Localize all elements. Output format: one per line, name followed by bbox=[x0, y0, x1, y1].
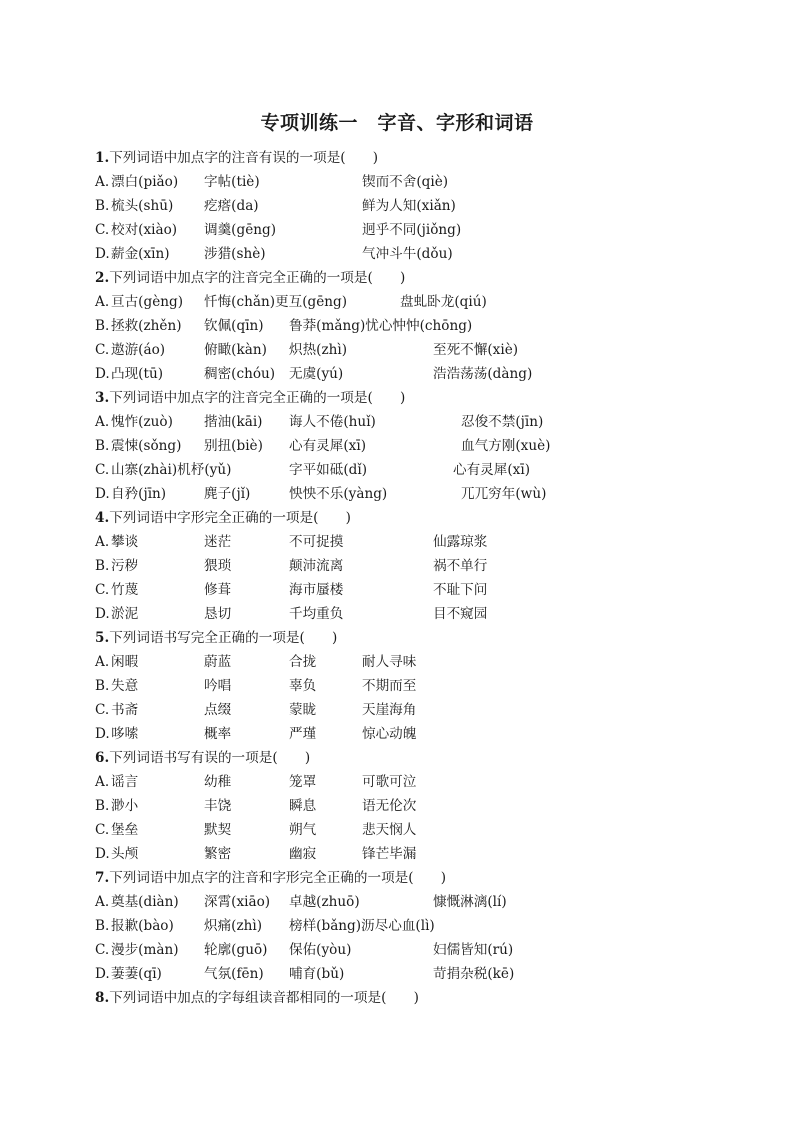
option-row bbox=[95, 602, 755, 626]
option-row bbox=[95, 482, 755, 506]
option-item: 语无伦次 bbox=[362, 798, 417, 814]
option-label: D. bbox=[95, 846, 110, 862]
option-item: 朔气 bbox=[289, 822, 317, 838]
option-row bbox=[95, 794, 755, 818]
question-stem: 下列词语书写完全正确的一项是( ) bbox=[109, 630, 338, 646]
option-label: D. bbox=[95, 246, 110, 262]
option-row bbox=[95, 218, 755, 242]
option-item: 可歌可泣 bbox=[362, 774, 417, 790]
option-item: 污秽 bbox=[111, 558, 139, 574]
question-number: 6. bbox=[95, 750, 110, 766]
option-row bbox=[95, 362, 755, 386]
option-item: 蔚蓝 bbox=[204, 654, 232, 670]
option-item: 怏怏不乐(yàng) bbox=[289, 486, 388, 502]
option-label: D. bbox=[95, 486, 110, 502]
option-item: 自矜(jīn) bbox=[111, 486, 167, 502]
option-item: 梳头(shū) bbox=[111, 198, 174, 214]
option-item: 颠沛流离 bbox=[289, 558, 344, 574]
option-label: A. bbox=[95, 174, 110, 190]
option-label: C. bbox=[95, 702, 110, 718]
option-item: 恳切 bbox=[204, 606, 232, 622]
option-row bbox=[95, 842, 755, 866]
option-row bbox=[95, 338, 755, 362]
exercise-content bbox=[95, 146, 755, 1010]
option-label: C. bbox=[95, 462, 110, 478]
option-row bbox=[95, 578, 755, 602]
question-number: 1. bbox=[95, 150, 110, 166]
option-item: 炽热(zhì) bbox=[289, 342, 348, 358]
option-item: 哆嗦 bbox=[111, 726, 139, 742]
option-item: 谣言 bbox=[111, 774, 139, 790]
option-label: B. bbox=[95, 438, 110, 454]
option-label: C. bbox=[95, 942, 110, 958]
option-item: 天崖海角 bbox=[362, 702, 417, 718]
question-stem: 下列词语中加点字的注音和字形完全正确的一项是( ) bbox=[109, 870, 447, 886]
option-item: 苛捐杂税(kē) bbox=[433, 966, 515, 982]
option-label: A. bbox=[95, 414, 110, 430]
option-item: 涉猎(shè) bbox=[204, 246, 266, 262]
option-row bbox=[95, 554, 755, 578]
option-row bbox=[95, 170, 755, 194]
option-label: D. bbox=[95, 726, 110, 742]
option-label: D. bbox=[95, 966, 110, 982]
option-label: B. bbox=[95, 318, 110, 334]
option-item: 严瑾 bbox=[289, 726, 317, 742]
question-stem: 下列词语中加点的字每组读音都相同的一项是( ) bbox=[109, 990, 419, 1006]
question-number: 8. bbox=[95, 990, 110, 1006]
option-item: 幼稚 bbox=[204, 774, 232, 790]
option-item: 薪金(xīn) bbox=[111, 246, 170, 262]
question-number: 4. bbox=[95, 510, 110, 526]
option-item: 锲而不舍(qiè) bbox=[362, 174, 449, 190]
option-item: 千均重负 bbox=[289, 606, 344, 622]
option-item: 幽寂 bbox=[289, 846, 317, 862]
option-row bbox=[95, 722, 755, 746]
option-item: 笼罩 bbox=[289, 774, 317, 790]
option-row bbox=[95, 962, 755, 986]
option-item: 合拢 bbox=[289, 654, 317, 670]
question-stem: 下列词语中加点字的注音完全正确的一项是( ) bbox=[109, 270, 406, 286]
option-row bbox=[95, 242, 755, 266]
option-item: 深霄(xiāo) bbox=[204, 894, 271, 910]
option-label: A. bbox=[95, 654, 110, 670]
option-row bbox=[95, 914, 755, 938]
option-label: A. bbox=[95, 294, 110, 310]
option-item: 至死不懈(xiè) bbox=[433, 342, 519, 358]
option-item: 兀兀穷年(wù) bbox=[461, 486, 547, 502]
option-item: 海市蜃楼 bbox=[289, 582, 344, 598]
option-item: 蒙眬 bbox=[289, 702, 317, 718]
question-5 bbox=[95, 626, 755, 650]
option-label: B. bbox=[95, 558, 110, 574]
option-item: 字帖(tiè) bbox=[204, 174, 260, 190]
option-item: 吟唱 bbox=[204, 678, 232, 694]
question-4 bbox=[95, 506, 755, 530]
option-label: B. bbox=[95, 798, 110, 814]
option-item: 漂白(piǎo) bbox=[111, 174, 179, 190]
option-item: 忏悔(chǎn)更互(gēng) bbox=[204, 294, 348, 310]
option-label: A. bbox=[95, 774, 110, 790]
question-2 bbox=[95, 266, 755, 290]
option-item: 目不窥园 bbox=[433, 606, 488, 622]
option-item: 忍俊不禁(jīn) bbox=[461, 414, 544, 430]
option-row bbox=[95, 314, 755, 338]
option-item: 堡垒 bbox=[111, 822, 139, 838]
option-item: 炽痛(zhì) bbox=[204, 918, 263, 934]
option-item: 瞬息 bbox=[289, 798, 317, 814]
page-title: 专项训练一 字音、字形和词语 bbox=[260, 112, 534, 134]
option-item: 无虞(yú) bbox=[289, 366, 344, 382]
option-item: 鲜为人知(xiǎn) bbox=[362, 198, 456, 214]
question-1 bbox=[95, 146, 755, 170]
option-item: 头颅 bbox=[111, 846, 139, 862]
option-row bbox=[95, 290, 755, 314]
option-item: 概率 bbox=[204, 726, 232, 742]
question-6 bbox=[95, 746, 755, 770]
option-item: 不期而至 bbox=[362, 678, 417, 694]
option-item: 气冲斗牛(dǒu) bbox=[362, 246, 453, 262]
option-item: 浩浩荡荡(dàng) bbox=[433, 366, 533, 382]
question-stem: 下列词语中加点字的注音完全正确的一项是( ) bbox=[109, 390, 406, 406]
option-item: 耐人寻味 bbox=[362, 654, 417, 670]
option-item: 揩油(kāi) bbox=[204, 414, 263, 430]
option-item: 亘古(gèng) bbox=[111, 294, 183, 310]
option-item: 闲暇 bbox=[111, 654, 139, 670]
question-3 bbox=[95, 386, 755, 410]
option-item: 保佑(yòu) bbox=[289, 942, 352, 958]
option-item: 竹蔑 bbox=[111, 582, 139, 598]
option-item: 报歉(bào) bbox=[111, 918, 174, 934]
option-item: 卓越(zhuō) bbox=[289, 894, 360, 910]
option-row bbox=[95, 890, 755, 914]
option-item: 钦佩(qīn) bbox=[204, 318, 264, 334]
option-item: 繁密 bbox=[204, 846, 232, 862]
option-item: 哺育(bǔ) bbox=[289, 966, 345, 982]
option-row bbox=[95, 434, 755, 458]
option-row bbox=[95, 410, 755, 434]
option-item: 稠密(chóu) bbox=[204, 366, 276, 382]
option-item: 字平如砥(dǐ) bbox=[289, 462, 368, 478]
option-label: B. bbox=[95, 918, 110, 934]
option-item: 淤泥 bbox=[111, 606, 139, 622]
option-row bbox=[95, 770, 755, 794]
option-item: 悲天悯人 bbox=[362, 822, 417, 838]
option-label: C. bbox=[95, 222, 110, 238]
option-item: 山寨(zhài)机杼(yǔ) bbox=[111, 462, 232, 478]
option-label: B. bbox=[95, 678, 110, 694]
option-item: 渺小 bbox=[111, 798, 139, 814]
option-item: 妇儒皆知(rú) bbox=[433, 942, 514, 958]
option-item: 辜负 bbox=[289, 678, 317, 694]
question-8 bbox=[95, 986, 755, 1010]
option-item: 麂子(jǐ) bbox=[204, 486, 251, 502]
option-item: 调羹(gēng) bbox=[204, 222, 276, 238]
option-item: 震悚(sǒng) bbox=[111, 438, 182, 454]
option-item: 愧怍(zuò) bbox=[111, 414, 173, 430]
option-item: 校对(xiào) bbox=[111, 222, 178, 238]
option-item: 凸现(tū) bbox=[111, 366, 164, 382]
option-item: 仙露琼浆 bbox=[433, 534, 488, 550]
option-row bbox=[95, 458, 755, 482]
question-number: 2. bbox=[95, 270, 110, 286]
option-item: 慷慨淋漓(lí) bbox=[433, 894, 507, 910]
option-label: B. bbox=[95, 198, 110, 214]
question-stem: 下列词语中字形完全正确的一项是( ) bbox=[109, 510, 351, 526]
option-row bbox=[95, 698, 755, 722]
option-item: 点缀 bbox=[204, 702, 232, 718]
option-row bbox=[95, 674, 755, 698]
option-row bbox=[95, 194, 755, 218]
question-number: 7. bbox=[95, 870, 110, 886]
option-item: 默契 bbox=[204, 822, 232, 838]
option-item: 心有灵犀(xī) bbox=[453, 462, 530, 478]
option-item: 疙瘩(da) bbox=[204, 198, 259, 214]
option-label: C. bbox=[95, 582, 110, 598]
option-item: 盘虬卧龙(qiú) bbox=[400, 294, 487, 310]
option-row bbox=[95, 530, 755, 554]
question-7 bbox=[95, 866, 755, 890]
option-row bbox=[95, 938, 755, 962]
option-item: 丰饶 bbox=[204, 798, 232, 814]
option-item: 迥乎不同(jiǒng) bbox=[362, 222, 462, 238]
option-item: 祸不单行 bbox=[433, 558, 488, 574]
option-item: 遨游(áo) bbox=[111, 342, 166, 358]
option-item: 诲人不倦(huǐ) bbox=[289, 414, 376, 430]
option-item: 锋芒毕漏 bbox=[362, 846, 417, 862]
option-item: 别扭(biè) bbox=[204, 438, 263, 454]
option-item: 书斋 bbox=[111, 702, 139, 718]
option-item: 修葺 bbox=[204, 582, 232, 598]
option-item: 俯瞰(kàn) bbox=[204, 342, 267, 358]
option-label: A. bbox=[95, 894, 110, 910]
option-item: 失意 bbox=[111, 678, 139, 694]
option-item: 猥琐 bbox=[204, 558, 232, 574]
option-label: D. bbox=[95, 366, 110, 382]
option-label: D. bbox=[95, 606, 110, 622]
option-item: 惊心动魄 bbox=[362, 726, 417, 742]
question-stem: 下列词语书写有误的一项是( ) bbox=[109, 750, 311, 766]
option-item: 攀谈 bbox=[111, 534, 139, 550]
question-number: 5. bbox=[95, 630, 110, 646]
option-item: 迷茫 bbox=[204, 534, 232, 550]
option-item: 血气方刚(xuè) bbox=[461, 438, 551, 454]
option-label: C. bbox=[95, 822, 110, 838]
option-row bbox=[95, 650, 755, 674]
question-number: 3. bbox=[95, 390, 110, 406]
option-item: 奠基(diàn) bbox=[111, 894, 179, 910]
option-label: A. bbox=[95, 534, 110, 550]
option-item: 漫步(màn) bbox=[111, 942, 179, 958]
option-row bbox=[95, 818, 755, 842]
option-item: 轮廓(guō) bbox=[204, 942, 268, 958]
option-item: 拯救(zhěn) bbox=[111, 318, 182, 334]
option-item: 榜样(bǎng)沥尽心血(lì) bbox=[289, 918, 435, 934]
question-stem: 下列词语中加点字的注音有误的一项是( ) bbox=[109, 150, 379, 166]
option-item: 心有灵犀(xī) bbox=[289, 438, 366, 454]
option-item: 不可捉摸 bbox=[289, 534, 344, 550]
option-item: 鲁莽(mǎng)忧心忡忡(chōng) bbox=[289, 318, 473, 334]
option-item: 萋萋(qī) bbox=[111, 966, 162, 982]
option-item: 不耻下问 bbox=[433, 582, 488, 598]
option-item: 气氛(fēn) bbox=[204, 966, 264, 982]
option-label: C. bbox=[95, 342, 110, 358]
